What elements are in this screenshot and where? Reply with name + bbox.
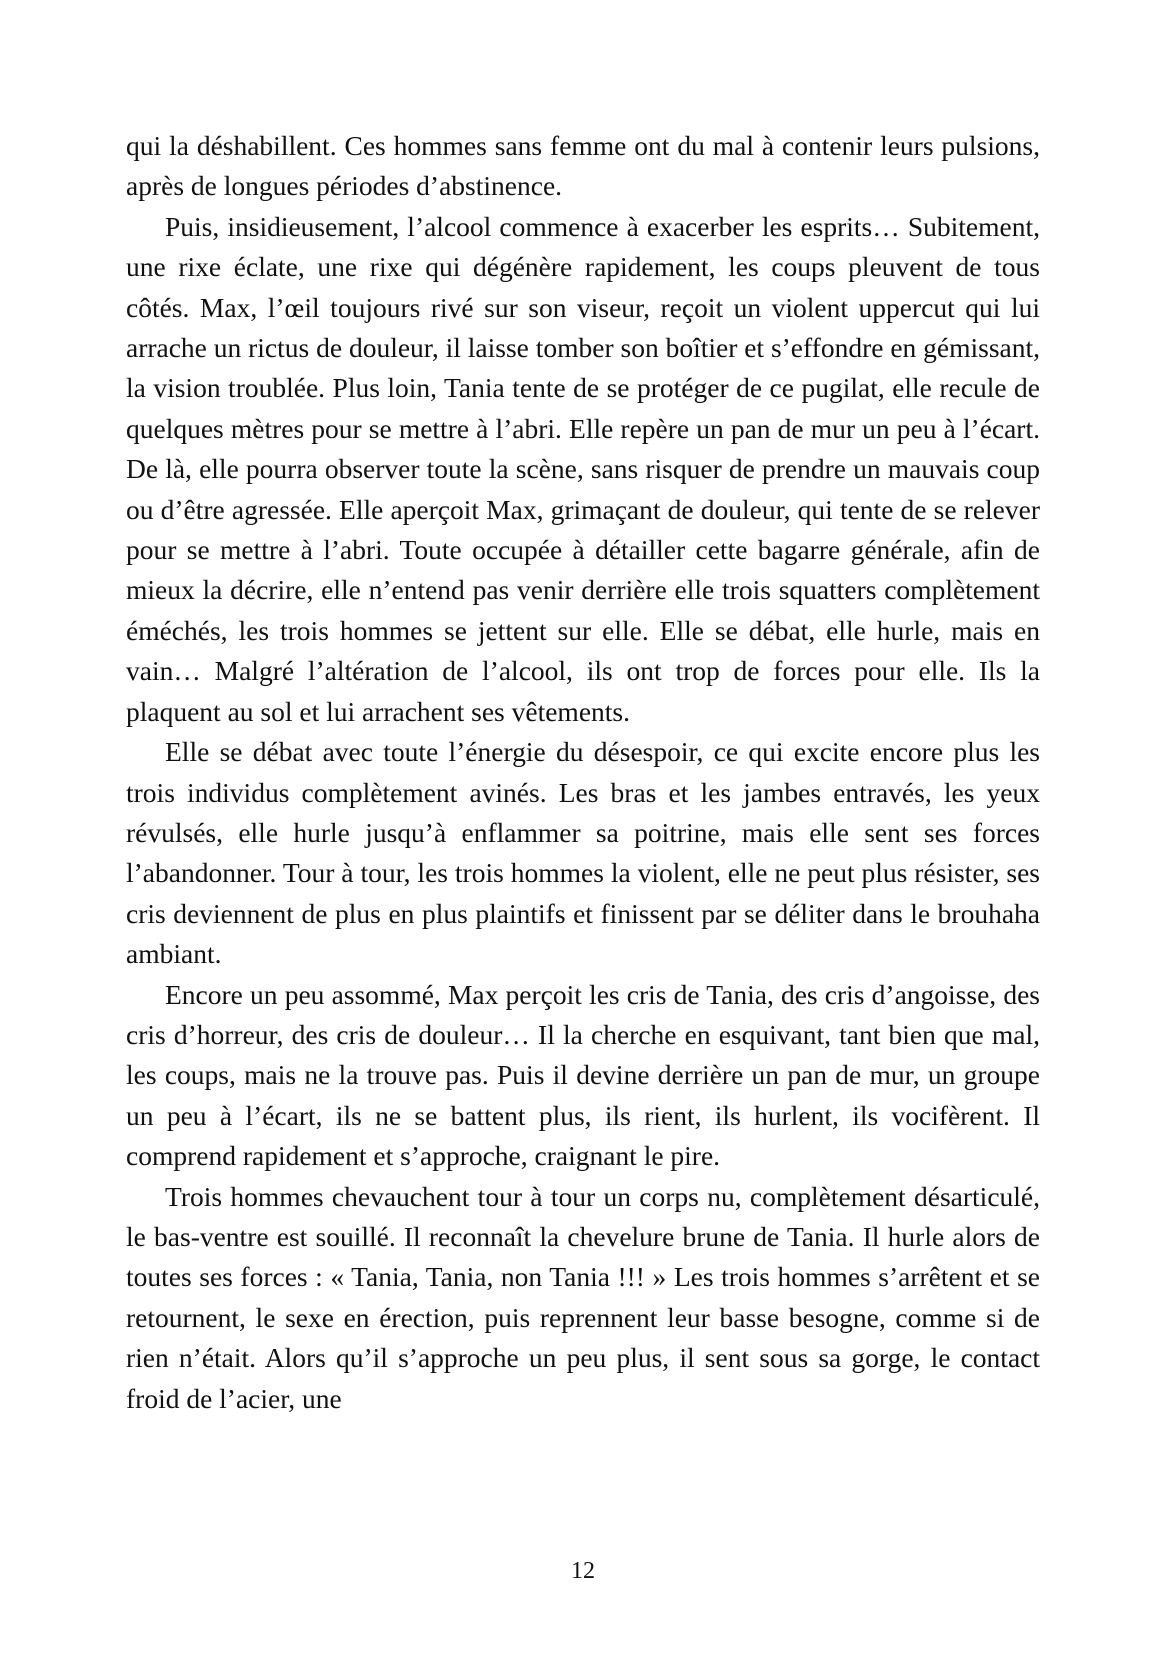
page-number: 12 [571, 1558, 595, 1584]
body-text [126, 126, 1040, 1419]
paragraph: Trois hommes chevauchent tour à tour un corps nu, complètement désarticulé, le bas-ventre est souillé. Il reconnaît la chevelure brune de Tania. Il hurle alors de toutes ses forces : « Tania, Tania, non Tania !!! » Les trois hommes s’arrêtent et se retournent, le sexe en érection, puis reprennent leur basse besogne, comme si de rien n’était. Alors qu’il s’approche un peu plus, il sent sous sa gorge, le contact froid de l’acier, une [126, 1180, 1040, 1414]
paragraph: Encore un peu assommé, Max perçoit les cris de Tania, des cris d’angoisse, des cris d’horreur, des cris de douleur… Il la cherche en esquivant, tant bien que mal, les coups, mais ne la trouve pas. Puis il devine derrière un pan de mur, un groupe un peu à l’écart, ils ne se battent plus, ils rient, ils hurlent, ils vocifèrent. Il comprend rapidement et s’approche, craignant le pire. [126, 978, 1040, 1172]
paragraph: Elle se débat avec toute l’énergie du désespoir, ce qui excite encore plus les trois individus complètement avinés. Les bras et les jambes entravés, les yeux révulsés, elle hurle jusqu’à enflammer sa poitrine, mais elle sent ses forces l’abandonner. Tour à tour, les trois hommes la violent, elle ne peut plus résister, ses cris deviennent de plus en plus plaintifs et finissent par se déliter dans le brouhaha ambiant. [126, 736, 1040, 970]
paragraph: Puis, insidieusement, l’alcool commence à exacerber les esprits… Subitement, une rixe éclate, une rixe qui dégénère rapidement, les coups pleuvent de tous côtés. Max, l’œil toujours rivé sur son viseur, reçoit un violent uppercut qui lui arrache un rictus de douleur, il laisse tomber son boîtier et s’effondre en gémissant, la vision troublée. Plus loin, Tania tente de se protéger de ce pugilat, elle recule de quelques mètres pour se mettre à l’abri. Elle repère un pan de mur un peu à l’écart. De là, elle pourra observer toute la scène, sans risquer de prendre un mauvais coup ou d’être agressée. Elle aperçoit Max, grimaçant de douleur, qui tente de se relever pour se mettre à l’abri. Toute occupée à détailler cette bagarre générale, afin de mieux la décrire, elle n’entend pas venir derrière elle trois squatters complètement éméchés, les trois hommes se jettent sur elle. Elle se débat, elle hurle, mais en vain… Malgré l’altération de l’alcool, ils ont trop de forces pour elle. Ils la plaquent au sol et lui arrachent ses vêtements. [126, 210, 1041, 727]
paragraph-continued: qui la déshabillent. Ces hommes sans femme ont du mal à contenir leurs pulsions, après de longues périodes d’abstinence. [126, 130, 1040, 202]
